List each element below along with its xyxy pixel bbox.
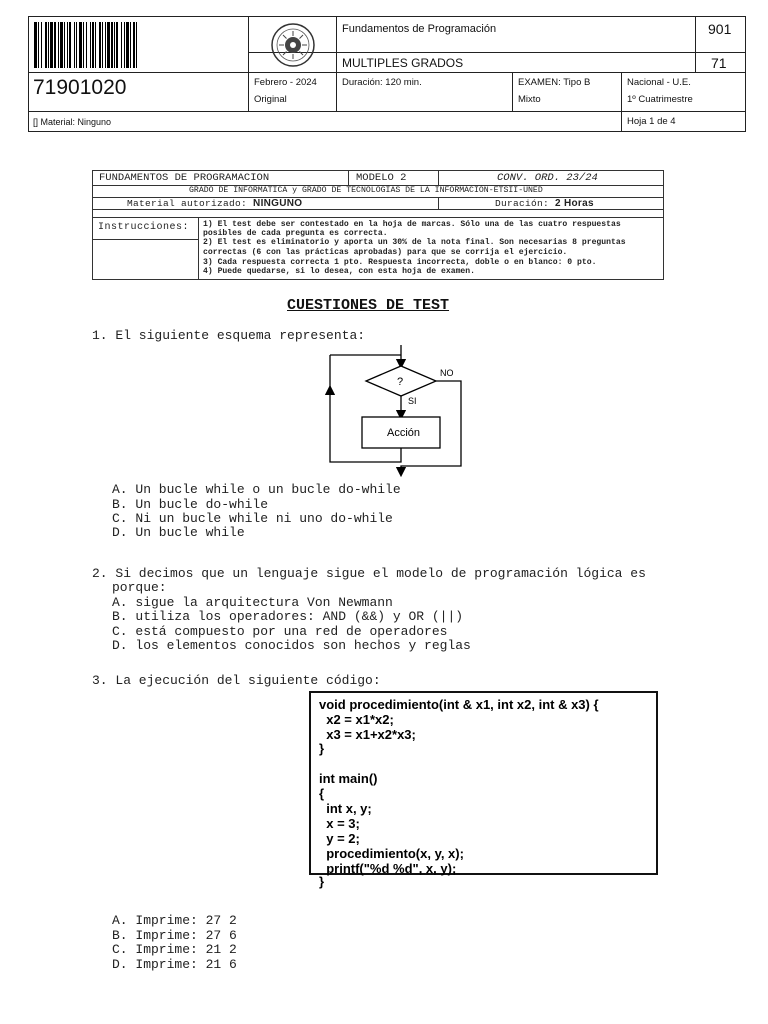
barcode-bar — [34, 22, 37, 68]
barcode-bar — [41, 22, 42, 68]
code-line: printf("%d %d", x, y); — [319, 861, 457, 876]
action-label: Acción — [387, 427, 421, 439]
exam-term: 1º Cuatrimestre — [627, 94, 693, 105]
code-line: { — [319, 786, 325, 801]
barcode-bar — [136, 22, 137, 68]
barcode-bar — [83, 22, 84, 68]
barcode-number: 71901020 — [33, 76, 127, 99]
code-line: x2 = x1*x2; — [319, 712, 394, 727]
subject-name: Fundamentos de Programación — [342, 23, 497, 35]
barcode-bar — [130, 22, 131, 68]
question-2-option-a[interactable]: A. sigue la arquitectura Von Newmann — [112, 595, 393, 610]
instruction-line: posibles de cada pregunta es correcta. — [203, 229, 388, 238]
barcode-bar — [64, 22, 65, 68]
exam-version: Original — [254, 94, 287, 105]
barcode-bar — [121, 22, 122, 68]
code-line: x3 = x1+x2*x3; — [319, 727, 416, 742]
table-rule — [93, 217, 663, 218]
instruction-line: 3) Cada respuesta correcta 1 pto. Respuesta incorrecta, doble o en blanco: 0 pto. — [203, 258, 597, 267]
question-3-option-a[interactable]: A. Imprime: 27 2 — [112, 913, 237, 928]
barcode-bar — [90, 22, 91, 68]
question-1-text: 1. El siguiente esquema representa: — [92, 328, 366, 343]
table-rule — [438, 197, 439, 209]
instruction-line: correctas (6 con las prácticas aprobadas) para que se corrija el ejercicio. — [203, 248, 568, 257]
header-border — [28, 72, 746, 73]
header-border — [336, 16, 337, 111]
question-3-text: 3. La ejecución del siguiente código: — [92, 673, 381, 688]
exam-duration: Duración: 120 min. — [342, 77, 422, 88]
question-1-option-d[interactable]: D. Un bucle while — [112, 525, 245, 540]
sheet-number: Hoja 1 de 4 — [627, 116, 676, 127]
section-title: CUESTIONES DE TEST — [287, 297, 450, 314]
model-number: MODELO 2 — [356, 172, 407, 184]
table-rule — [438, 171, 439, 185]
barcode-bar — [105, 22, 106, 68]
exam-date: Febrero - 2024 — [254, 77, 317, 88]
exam-type: MULTIPLES GRADOS — [342, 56, 464, 70]
code-line: y = 2; — [319, 831, 360, 846]
question-2-option-c[interactable]: C. está compuesto por una red de operadores — [112, 624, 448, 639]
question-2-option-b[interactable]: B. utiliza los operadores: AND (&&) y OR (||) — [112, 609, 464, 624]
material-label — [127, 198, 302, 209]
duration-value: 2 Horas — [555, 198, 594, 209]
barcode-bar — [95, 22, 96, 68]
code-line: int main() — [319, 771, 378, 786]
duration-label: Duración: — [495, 198, 550, 209]
header-border — [248, 16, 249, 111]
convocatoria: CONV. ORD. 23/24 — [497, 172, 598, 184]
degree-list: GRADO DE INFORMÁTICA y GRADO DE TECNOLOGÍAS DE LA INFORMACIÓN-ETSII-UNED — [189, 186, 543, 195]
question-2-text: 2. Si decimos que un lenguaje sigue el modelo de programación lógica es — [92, 566, 646, 581]
no-label: NO — [440, 368, 454, 378]
page-code: 71 — [711, 55, 727, 71]
header-border — [28, 131, 746, 132]
flowchart-diagram — [320, 342, 470, 478]
duration-field — [495, 198, 594, 209]
barcode-bar — [111, 22, 113, 68]
barcode-bar — [48, 22, 49, 68]
barcode-bar — [69, 22, 71, 68]
university-seal-logo — [270, 22, 316, 68]
exam-mode: Mixto — [518, 94, 541, 105]
barcode-bar — [124, 22, 125, 68]
exam-center: Nacional - U.E. — [627, 77, 691, 88]
material-label-text: Material autorizado: — [127, 198, 248, 209]
barcode-bar — [126, 22, 129, 68]
instructions-label: Instrucciones: — [98, 222, 190, 233]
header-border — [621, 72, 622, 131]
barcode-bar — [79, 22, 82, 68]
header-border — [28, 16, 746, 17]
header-border — [512, 72, 513, 111]
barcode-bar — [76, 22, 77, 68]
question-2-text-continued: porque: — [112, 580, 167, 595]
barcode-bar — [86, 22, 87, 68]
code-line: } — [319, 741, 325, 756]
barcode-bar — [133, 22, 135, 68]
barcode-bar — [102, 22, 103, 68]
code-line: } — [319, 874, 325, 889]
table-rule — [198, 217, 199, 279]
barcode-bar — [107, 22, 110, 68]
exam-label: EXAMEN: Tipo B — [518, 77, 591, 88]
question-3-option-c[interactable]: C. Imprime: 21 2 — [112, 942, 237, 957]
course-name: FUNDAMENTOS DE PROGRAMACION — [99, 172, 270, 184]
question-1-option-b[interactable]: B. Un bucle do-while — [112, 497, 269, 512]
question-2-option-d[interactable]: D. los elementos conocidos son hechos y reglas — [112, 638, 471, 653]
barcode-image — [34, 22, 242, 70]
barcode-bar — [38, 22, 39, 68]
header-border — [745, 16, 746, 131]
barcode-bar — [60, 22, 63, 68]
material-value: NINGUNO — [253, 198, 303, 209]
barcode-bar — [45, 22, 47, 68]
barcode-bar — [92, 22, 94, 68]
decision-label: ? — [397, 376, 404, 388]
code-line: int x, y; — [319, 801, 372, 816]
instruction-line: 2) El test es eliminatorio y aporta un 30% de la nota final. Son necesarias 8 preguntas — [203, 238, 626, 247]
question-1-option-a[interactable]: A. Un bucle while o un bucle do-while — [112, 482, 401, 497]
code-line: procedimiento(x, y, x); — [319, 846, 464, 861]
table-rule — [93, 209, 663, 210]
question-3-option-b[interactable]: B. Imprime: 27 6 — [112, 928, 237, 943]
instruction-line: 4) Puede quedarse, si lo desea, con esta hoja de examen. — [203, 267, 475, 276]
exam-info-table — [92, 170, 664, 280]
subject-code: 901 — [708, 21, 732, 37]
header-border — [695, 16, 696, 72]
table-rule — [93, 239, 198, 240]
barcode-bar — [114, 22, 115, 68]
code-line: x = 3; — [319, 816, 360, 831]
yes-label: SI — [408, 396, 417, 406]
question-1-option-c[interactable]: C. Ni un bucle while ni uno do-while — [112, 511, 393, 526]
table-rule — [348, 171, 349, 185]
material-note: [] Material: Ninguno — [33, 117, 112, 127]
code-block — [309, 691, 658, 875]
header-border — [248, 52, 746, 53]
header-border — [28, 111, 746, 112]
barcode-bar — [50, 22, 53, 68]
header-border — [28, 16, 29, 131]
instruction-line: 1) El test debe ser contestado en la hoja de marcas. Sólo una de las cuatro respuestas — [203, 220, 621, 229]
barcode-bar — [74, 22, 75, 68]
barcode-bar — [67, 22, 68, 68]
barcode-bar — [58, 22, 59, 68]
barcode-bar — [99, 22, 101, 68]
code-line: void procedimiento(int & x1, int x2, int & x3) { — [319, 697, 599, 712]
barcode-bar — [54, 22, 56, 68]
question-3-option-d[interactable]: D. Imprime: 21 6 — [112, 957, 237, 972]
barcode-bar — [116, 22, 118, 68]
